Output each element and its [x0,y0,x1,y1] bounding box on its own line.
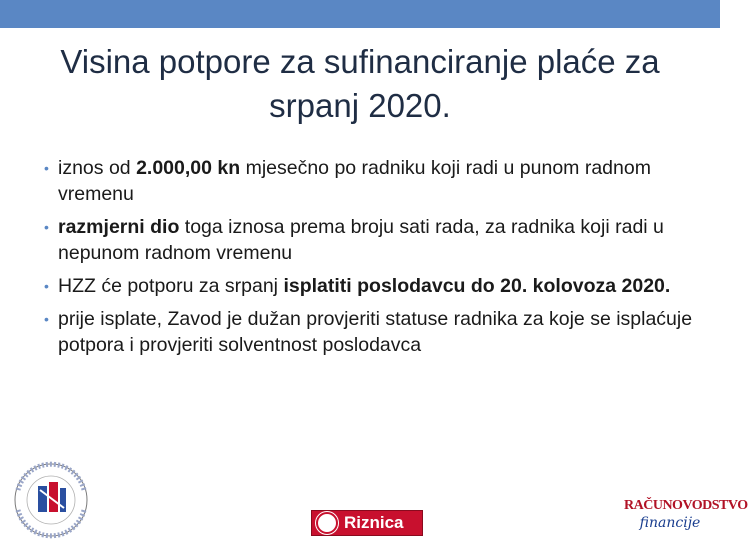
bullet-marker-icon: • [44,311,49,327]
bullet-text-pre: iznos od [58,157,137,179]
bullet-text-bold: 2.000,00 kn [136,157,241,179]
bullet-text-bold: isplatiti poslodavcu do 20. kolovoza 2020. [283,275,671,297]
bullet-text-post: toga iznosa prema broju sati rada, za radnika koji radi u nepunom radnom vremenu [58,216,664,264]
bullet-list [44,155,694,365]
riznica-seal-icon [316,512,338,534]
bullet-marker-icon: • [44,160,49,176]
bullet-text-post: mjesečno po radniku koji radi u punom radnom vremenu [58,157,651,205]
racunovodstvo-logo-title: RAČUNOVODSTVO [624,498,748,513]
bullet-item [44,214,694,266]
racunovodstvo-logo-subtitle: financije [639,515,701,531]
bullet-item [44,306,694,358]
slide-title-line-1: Visina potpore za sufinanciranje plaće za [60,43,660,80]
bullet-marker-icon: • [44,219,49,235]
bullet-text-pre: HZZ će potporu za srpanj [58,275,284,297]
racunovodstvo-logo [624,497,748,537]
slide-title-line-2: srpanj 2020. [269,87,451,124]
riznica-logo [311,510,423,536]
riznica-logo-text: Riznica [344,513,404,532]
bullet-item [44,155,694,207]
bullet-item [44,273,694,299]
bullet-text-pre: prije isplate, Zavod je dužan provjeriti statuse radnika za koje se isplaćuje potpora i provjeriti solventnost poslodavca [58,308,693,356]
bullet-text-bold: razmjerni dio [58,216,180,238]
top-accent-bar [0,0,720,28]
bullet-marker-icon: • [44,278,49,294]
association-logo-icon [4,460,98,540]
slide-title [60,40,660,128]
